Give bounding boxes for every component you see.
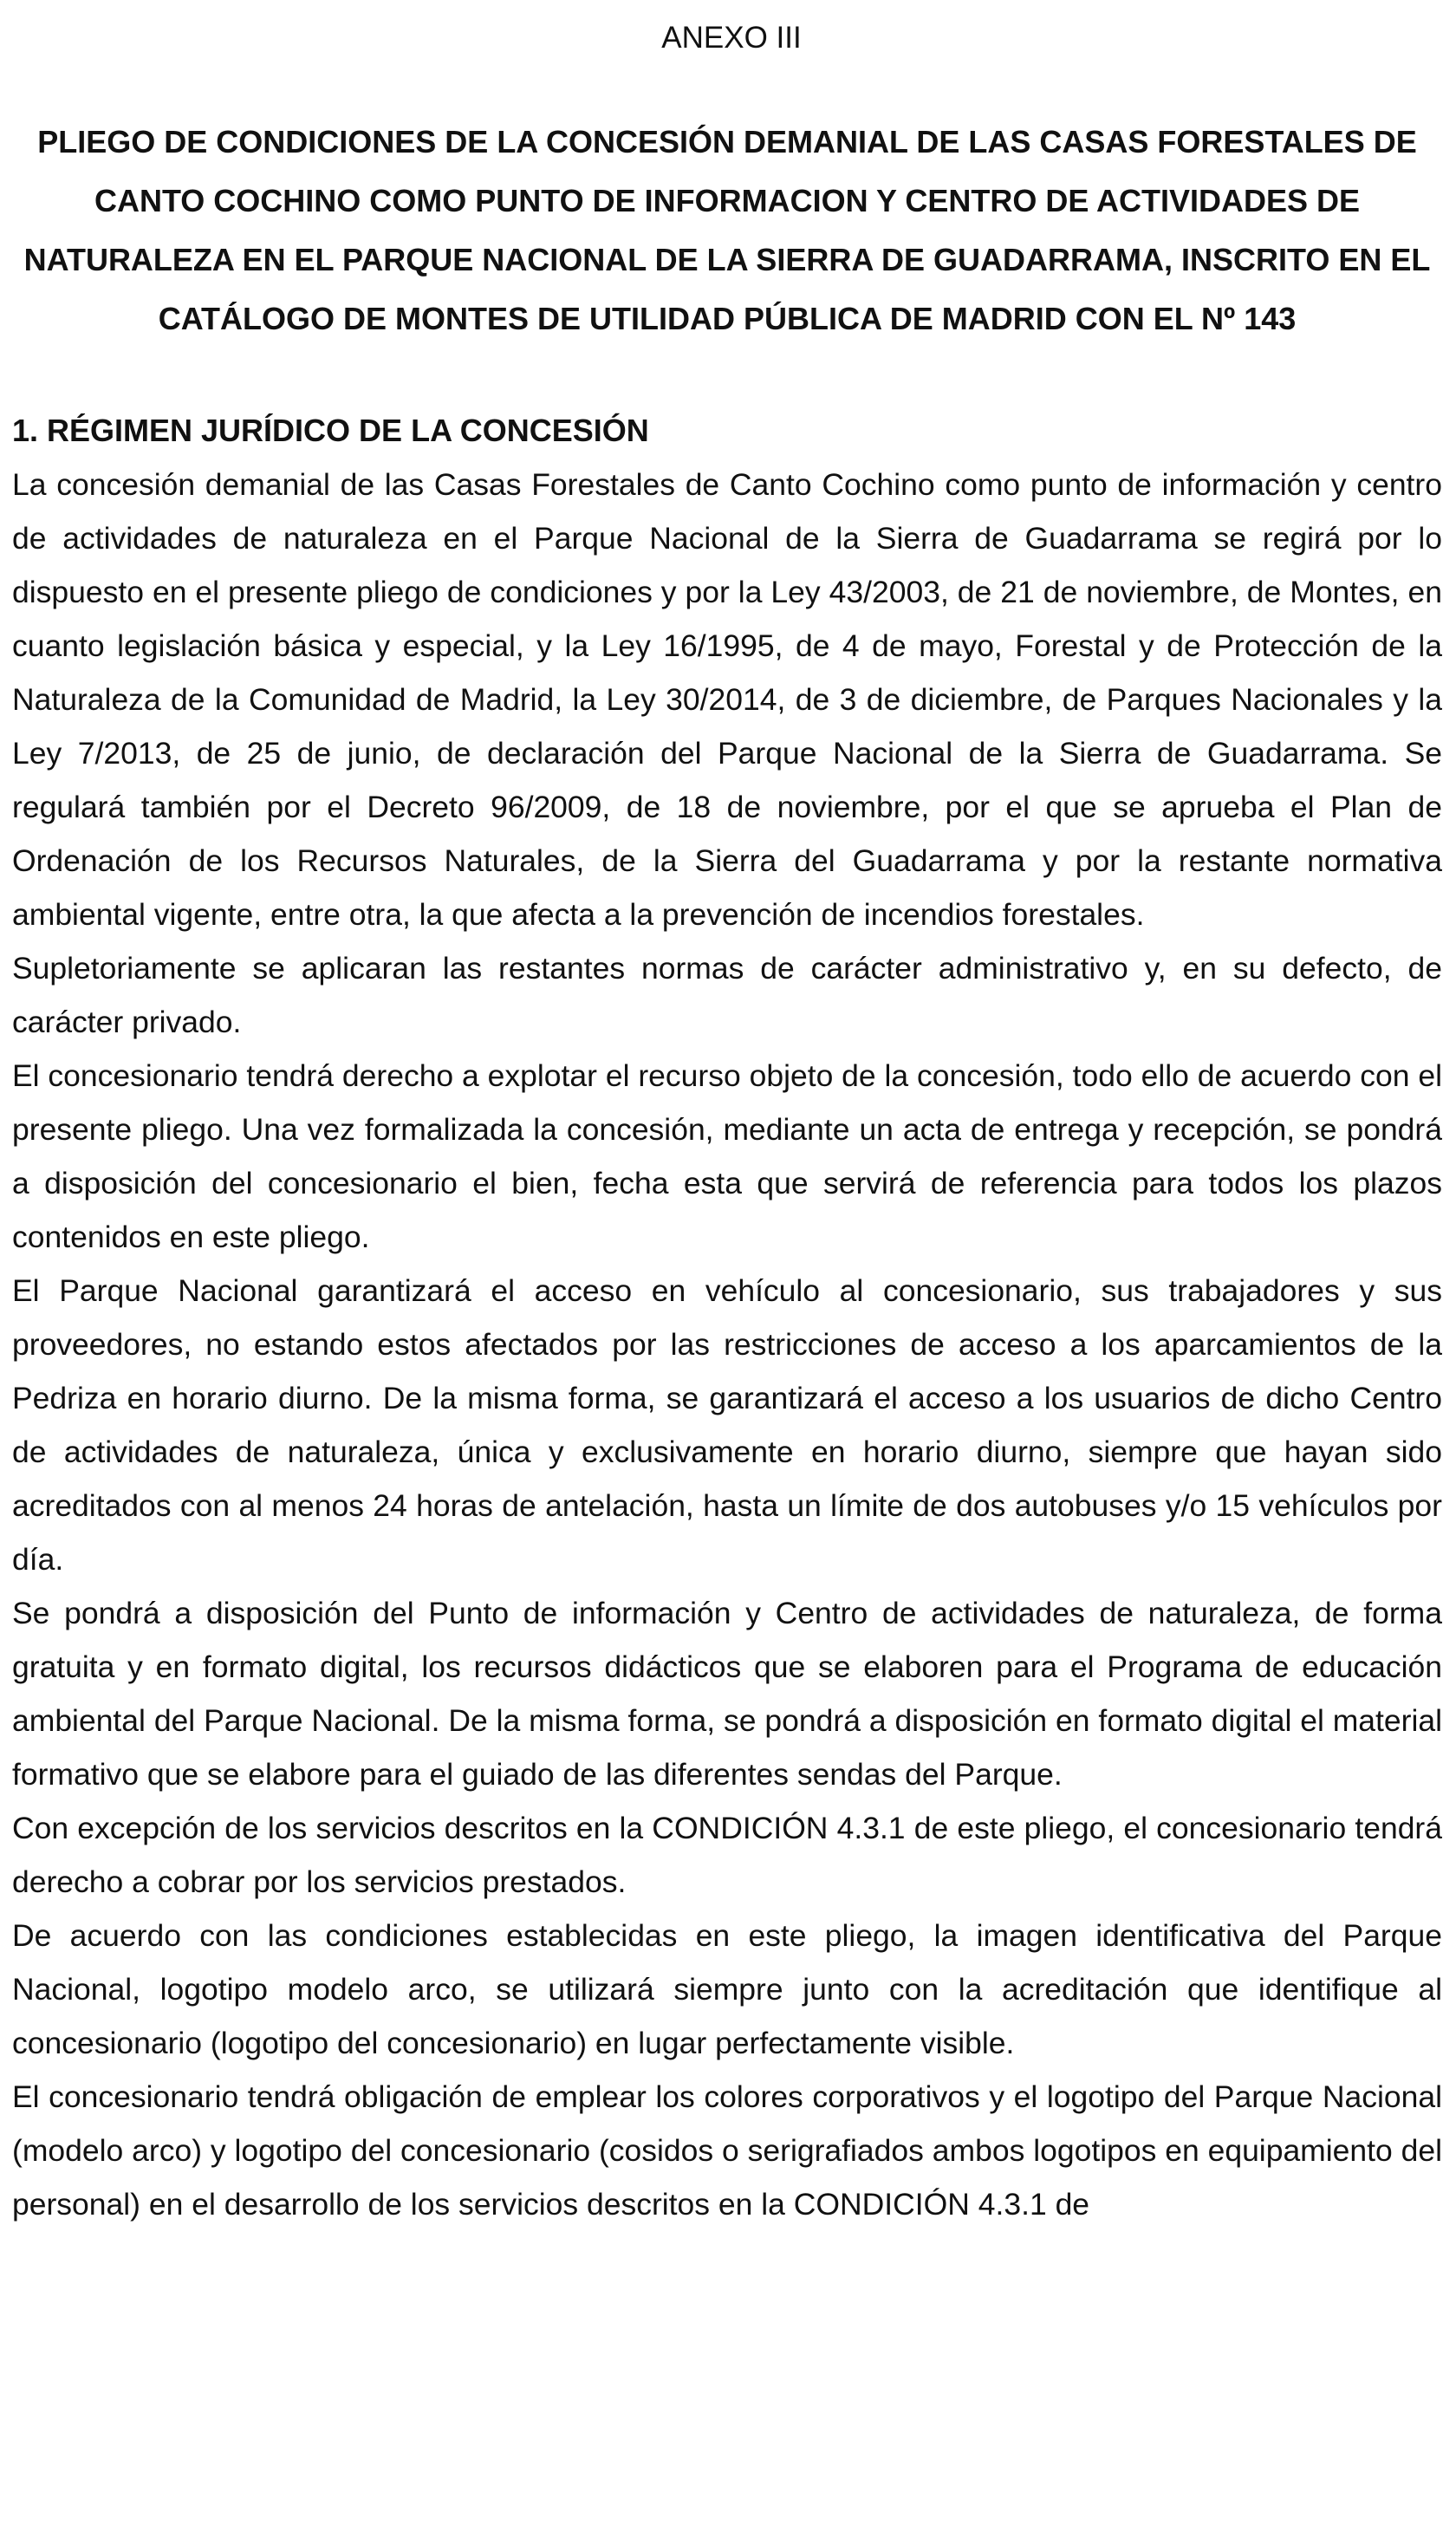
paragraph: Con excepción de los servicios descritos en la CONDICIÓN 4.3.1 de este pliego, el concesionario tendrá derecho a cobrar por los servicios prestados. bbox=[12, 1811, 1442, 1899]
document-title: PLIEGO DE CONDICIONES DE LA CONCESIÓN DEMANIAL DE LAS CASAS FORESTALES DE CANTO COCHINO COMO PUNTO DE INFORMACION Y CENTRO DE ACTIVIDADES DE NATURALEZA EN EL PARQUE NACIONAL DE LA SIERRA DE GUADARRAMA, INSCRITO EN EL CATÁLOGO DE MONTES DE UTILIDAD PÚBLICA DE MADRID CON EL Nº 143 bbox=[23, 124, 1431, 336]
section-body bbox=[12, 458, 1442, 2231]
paragraph: La concesión demanial de las Casas Forestales de Canto Cochino como punto de información y centro de actividades de naturaleza en el Parque Nacional de la Sierra de Guadarrama se regirá por lo dispuesto en el presente pliego de condiciones y por la Ley 43/2003, de 21 de noviembre, de Montes, en cuanto legislación básica y especial, y la Ley 16/1995, de 4 de mayo, Forestal y de Protección de la Naturaleza de la Comunidad de Madrid, la Ley 30/2014, de 3 de diciembre, de Parques Nacionales y la Ley 7/2013, de 25 de junio, de declaración del Parque Nacional de la Sierra de Guadarrama. Se regulará también por el Decreto 96/2009, de 18 de noviembre, por el que se aprueba el Plan de Ordenación de los Recursos Naturales, de la Sierra del Guadarrama y por la restante normativa ambiental vigente, entre otra, la que afecta a la prevención de incendios forestales. bbox=[12, 467, 1442, 932]
annex-label: ANEXO III bbox=[661, 21, 802, 55]
paragraph: Se pondrá a disposición del Punto de información y Centro de actividades de naturaleza, de forma gratuita y en formato digital, los recursos didácticos que se elaboren para el Programa de educación ambiental del Parque Nacional. De la misma forma, se pondrá a disposición en formato digital el material formativo que se elabore para el guiado de las diferentes sendas del Parque. bbox=[12, 1596, 1442, 1792]
paragraph: El Parque Nacional garantizará el acceso en vehículo al concesionario, sus trabajadores y sus proveedores, no estando estos afectados por las restricciones de acceso a los aparcamientos de la Pedriza en horario diurno. De la misma forma, se garantizará el acceso a los usuarios de dicho Centro de actividades de naturaleza, única y exclusivamente en horario diurno, siempre que hayan sido acreditados con al menos 24 horas de antelación, hasta un límite de dos autobuses y/o 15 vehículos por día. bbox=[12, 1273, 1442, 1577]
section-heading: 1. RÉGIMEN JURÍDICO DE LA CONCESIÓN bbox=[12, 413, 649, 448]
paragraph: De acuerdo con las condiciones establecidas en este pliego, la imagen identificativa del Parque Nacional, logotipo modelo arco, se utilizará siempre junto con la acreditación que identifique al concesionario (logotipo del concesionario) en lugar perfectamente visible. bbox=[12, 1918, 1442, 2060]
paragraph: Supletoriamente se aplicaran las restantes normas de carácter administrativo y, en su defecto, de carácter privado. bbox=[12, 951, 1442, 1039]
paragraph: El concesionario tendrá derecho a explotar el recurso objeto de la concesión, todo ello de acuerdo con el presente pliego. Una vez formalizada la concesión, mediante un acta de entrega y recepción, se pondrá a disposición del concesionario el bien, fecha esta que servirá de referencia para todos los plazos contenidos en este pliego. bbox=[12, 1058, 1442, 1254]
paragraph: El concesionario tendrá obligación de emplear los colores corporativos y el logotipo del Parque Nacional (modelo arco) y logotipo del concesionario (cosidos o serigrafiados ambos logotipos en equipamiento del personal) en el desarrollo de los servicios descritos en la CONDICIÓN 4.3.1 de bbox=[12, 2079, 1442, 2222]
